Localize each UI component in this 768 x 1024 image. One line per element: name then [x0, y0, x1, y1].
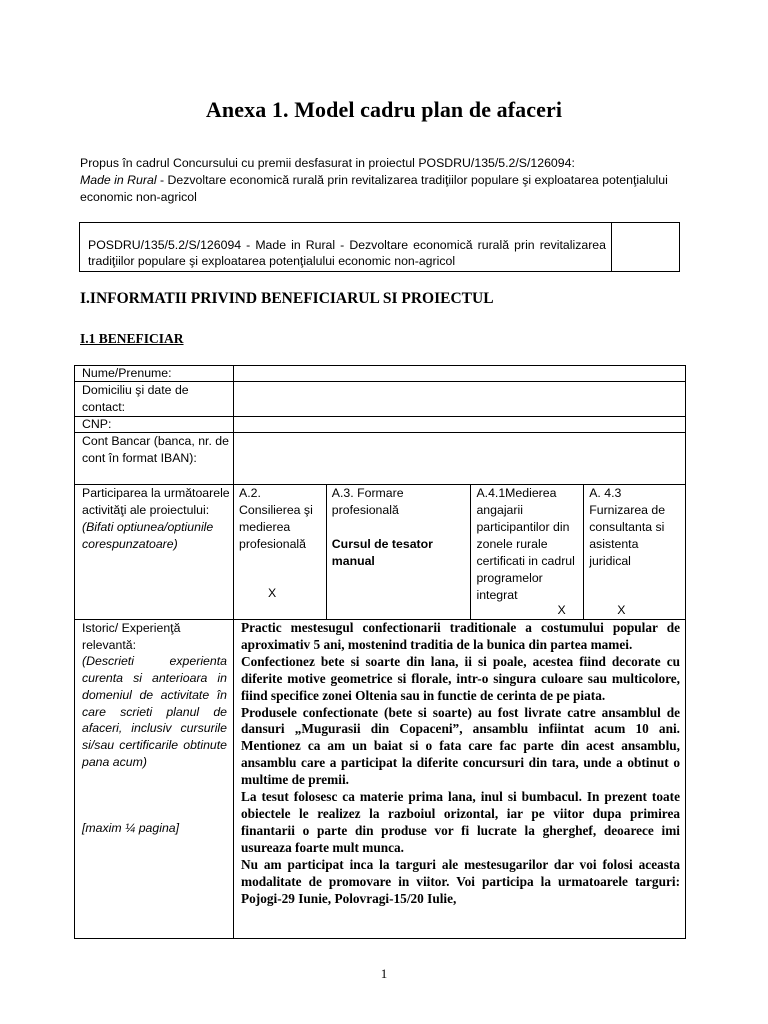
document-title: Anexa 1. Model cadru plan de afaceri — [205, 97, 563, 122]
cnp-field[interactable] — [234, 417, 686, 433]
project-box-text: POSDRU/135/5.2/S/126094 - Made in Rural - Dezvoltare economică rurală prin revitalizarea tradiţiilor populare şi exploatarea potenţialului economic non-agricol — [88, 238, 606, 268]
beneficiary-table — [74, 365, 686, 939]
name-field[interactable] — [234, 366, 686, 382]
table-row — [75, 433, 686, 485]
activity-a3[interactable] — [326, 485, 471, 619]
activity-a2[interactable] — [234, 485, 326, 619]
activities-grid — [234, 485, 685, 619]
table-row — [75, 382, 686, 417]
table-row — [75, 366, 686, 382]
activities-cell — [234, 485, 686, 620]
history-content-cell[interactable] — [234, 620, 686, 939]
table-row — [75, 485, 686, 620]
history-paragraph-5: Nu am participat inca la targuri ale mestesugarilor dar voi folosi aceasta modalitate de promovare in viitor. Voi participa la urmatoarele targuri: Pojogi-29 Iunie, Polovragi-15/20 Iulie, — [241, 856, 680, 906]
table-row — [75, 620, 686, 939]
activity-a2-label: A.2. Consilierea şi medierea profesională — [239, 486, 313, 551]
activity-a43-mark: X — [617, 603, 626, 617]
history-description: (Descrieti experienta curenta si anterioara in domeniul de activitate în care scrieti planul de afaceri, inclusiv cursurile si/sau certificarile obtinute pana acum) — [82, 654, 227, 769]
history-paragraph-4: La tesut folosesc ca materie prima lana, inul si bumbacul. In prezent toate obiectele le realizez la razboiul orizontal, iar pe viitor dupa primirea finantarii o parte din produse vor fi lucrate la gherghef, deoarece imi usureaza foarte mult munca. — [241, 789, 680, 855]
history-paragraph-2: Confectionez bete si soarte din lana, ii si poale, acestea fiind decorate cu diferite motive geometrice si florale, intr-o singura culoare sau multicolore, fiind specifice zonei Oltenia sau in functie de cerinta de pe piata. — [241, 653, 680, 703]
history-limit: [maxim ¼ pagina] — [82, 821, 180, 836]
history-paragraph-1: Practic mestesugul confectionarii traditionale a costumului popular de aproximativ 5 ani, mostenind traditia de la bunica din partea mamei. — [241, 620, 680, 652]
activity-a43-label: A. 4.3 Furnizarea de consultanta si asistenta juridical — [589, 486, 666, 568]
activity-a3-label: A.3. Formare profesională — [331, 486, 404, 517]
history-paragraph-3: Produsele confectionate (bete si soarte) au fost livrate catre ansamblul de dansuri „Mugurasii din Copaceni”, ansamblu infiintat acum 10 ani. Mentionez ca am un baiat si o fata care fac parte din acest ansamblu, ansamblu care a participat la diferite concursuri din tara, unde a obtinut o multime de premii. — [241, 704, 680, 788]
participation-label: Participarea la următoarele activităţi ale proiectului: — [82, 486, 230, 517]
intro-project-description — [80, 172, 700, 206]
page-number: 1 — [380, 966, 388, 981]
table-row — [75, 417, 686, 433]
participation-hint: (Bifati optiunea/optiunile corespunzatoare) — [82, 520, 214, 551]
domicile-field[interactable] — [234, 382, 686, 417]
name-label: Nume/Prenume: — [75, 366, 234, 382]
activity-a3-course: Cursul de tesator manual — [331, 537, 433, 568]
activity-a41-mark: X — [557, 603, 566, 617]
project-box-divider — [611, 223, 612, 271]
project-box — [79, 222, 680, 272]
intro-project-rest: - Dezvoltare economică rurală prin revitalizarea tradiţiilor populare şi exploatarea potenţialului economic non-agricol — [80, 173, 668, 204]
subsection-heading: I.1 BENEFICIAR — [80, 331, 184, 346]
history-label-cell — [75, 620, 234, 939]
cnp-label: CNP: — [75, 417, 234, 433]
intro-line: Propus în cadrul Concursului cu premii desfasurat in proiectul POSDRU/135/5.2/S/126094: — [80, 156, 575, 170]
domicile-label: Domiciliu şi date de contact: — [75, 382, 234, 417]
activity-a43[interactable] — [583, 485, 685, 619]
intro-paragraph — [80, 155, 700, 206]
bank-label: Cont Bancar (banca, nr. de cont în format IBAN): — [75, 433, 234, 485]
activity-a2-mark: X — [268, 586, 277, 600]
activity-a41[interactable] — [470, 485, 583, 619]
section-heading: I.INFORMATII PRIVIND BENEFICIARUL SI PROIECTUL — [80, 290, 494, 307]
participation-cell — [75, 485, 234, 620]
bank-field[interactable] — [234, 433, 686, 485]
history-label: Istoric/ Experienţă relevantă: — [82, 621, 181, 652]
activity-a41-label: A.4.1Medierea angajarii participantilor din zonele rurale certificati in cadrul programelor integrat — [476, 486, 575, 602]
intro-project-name: Made in Rural — [80, 173, 157, 187]
